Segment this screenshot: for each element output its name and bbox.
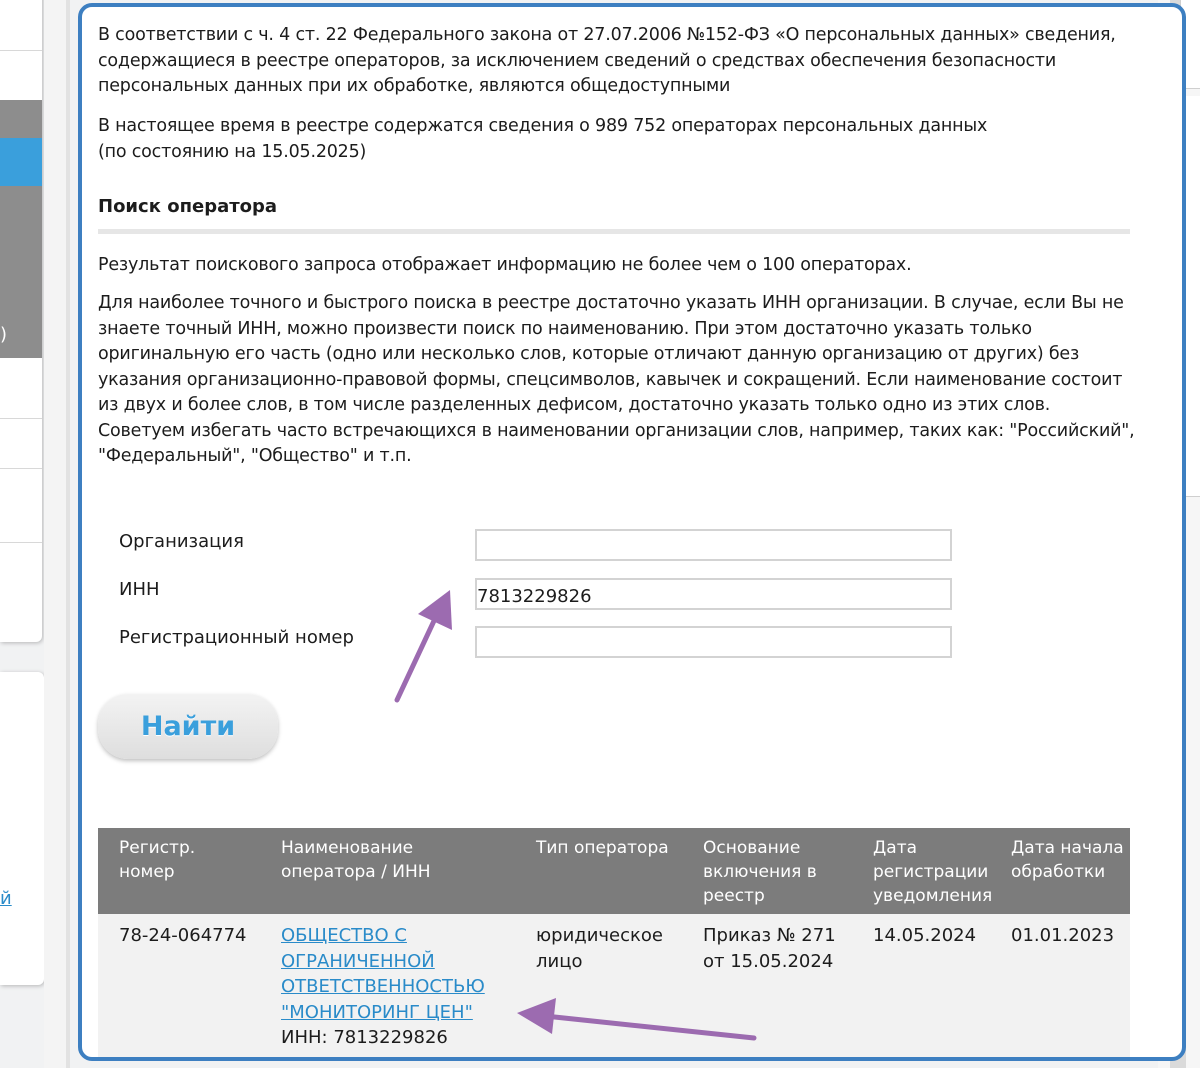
- col-header-regnum: Регистр. номер: [119, 838, 196, 882]
- left-menu-row[interactable]: [0, 418, 42, 469]
- inn-input[interactable]: [475, 578, 952, 610]
- operator-name-link[interactable]: ОБЩЕСТВО С ОГРАНИЧЕННОЙ ОТВЕТСТВЕННОСТЬЮ "МОНИТОРИНГ ЦЕН": [281, 925, 485, 1023]
- cell-name: [281, 923, 506, 1051]
- left-menu-panel: [0, 0, 42, 642]
- operator-inn: ИНН: 7813229826: [281, 1027, 448, 1048]
- search-limit-note: Результат поискового запроса отображает информацию не более чем о 100 операторах.: [98, 255, 912, 275]
- col-header-name: Наименование оператора / ИНН: [281, 838, 431, 882]
- left-menu-row[interactable]: [0, 368, 42, 419]
- regnum-label: Регистрационный номер: [119, 627, 354, 648]
- cell-reg-date: 14.05.2024: [873, 925, 977, 946]
- left-menu-text-fragment: ): [0, 324, 8, 345]
- organization-label: Организация: [119, 531, 244, 552]
- gutter-divider: [66, 0, 70, 1068]
- legal-notice: В соответствии с ч. 4 ст. 22 Федерального закона от 27.07.2006 №152-ФЗ «О персональных данных» сведения, содержащиеся в реестре операторов, за исключением сведений о средствах обеспечения безопасности персональных данных при их обработке, являются общедоступными: [98, 25, 1116, 96]
- registry-count-line2: (по состоянию на 15.05.2025): [98, 141, 367, 162]
- table-row: [98, 914, 1130, 1061]
- inn-label: ИНН: [119, 579, 160, 600]
- cell-start-date: 01.01.2023: [1011, 925, 1115, 946]
- left-menu-active-item[interactable]: [0, 138, 42, 186]
- cell-regnum: 78-24-064774: [119, 925, 247, 946]
- left-menu-row[interactable]: [0, 0, 42, 51]
- registry-count-line1: В настоящее время в реестре содержатся сведения о 989 752 операторах персональных данных: [98, 116, 988, 136]
- cell-type: юридическое лицо: [536, 925, 663, 972]
- col-header-start-date: Дата начала обработки: [1011, 838, 1124, 882]
- search-hint: Для наиболее точного и быстрого поиска в реестре достаточно указать ИНН организации. В случае, если Вы не знаете точный ИНН, можно произвести поиск по наименованию. При этом достаточно указать только оригинальную его часть (одно или несколько слов, которые отличают данную организацию от других) без указания организационно-правовой формы, спецсимволов, кавычек и сокращений. Если наименование состоит из двух и более слов, в том числе разделенных дефисом, достаточно указать только одно из этих слов. Советуем избегать часто встречающихся в наименовании организации слов, например, таких как: "Российский", "Федеральный", "Общество" и т.п.: [98, 293, 1135, 466]
- organization-input[interactable]: [475, 529, 952, 561]
- registry-count: [98, 114, 1138, 165]
- left-menu-row[interactable]: [0, 468, 42, 543]
- left-widget-link[interactable]: й: [0, 888, 12, 909]
- heading-divider: [98, 229, 1130, 234]
- left-sidebar-fragment: [0, 0, 44, 1068]
- results-table-header: [98, 828, 1130, 914]
- find-button[interactable]: Найти: [98, 694, 278, 759]
- col-header-type: Тип оператора: [536, 838, 669, 858]
- main-content-frame: [78, 3, 1186, 1061]
- regnum-input[interactable]: [475, 626, 952, 658]
- col-header-reg-date: Дата регистрации уведомления: [873, 838, 993, 906]
- left-menu-row[interactable]: [0, 50, 42, 101]
- left-side-widget: [0, 672, 44, 985]
- col-header-basis: Основание включения в реестр: [703, 838, 817, 906]
- gutter: [44, 0, 68, 1068]
- search-heading: Поиск оператора: [98, 196, 278, 217]
- cell-basis: Приказ № 271 от 15.05.2024: [703, 925, 836, 972]
